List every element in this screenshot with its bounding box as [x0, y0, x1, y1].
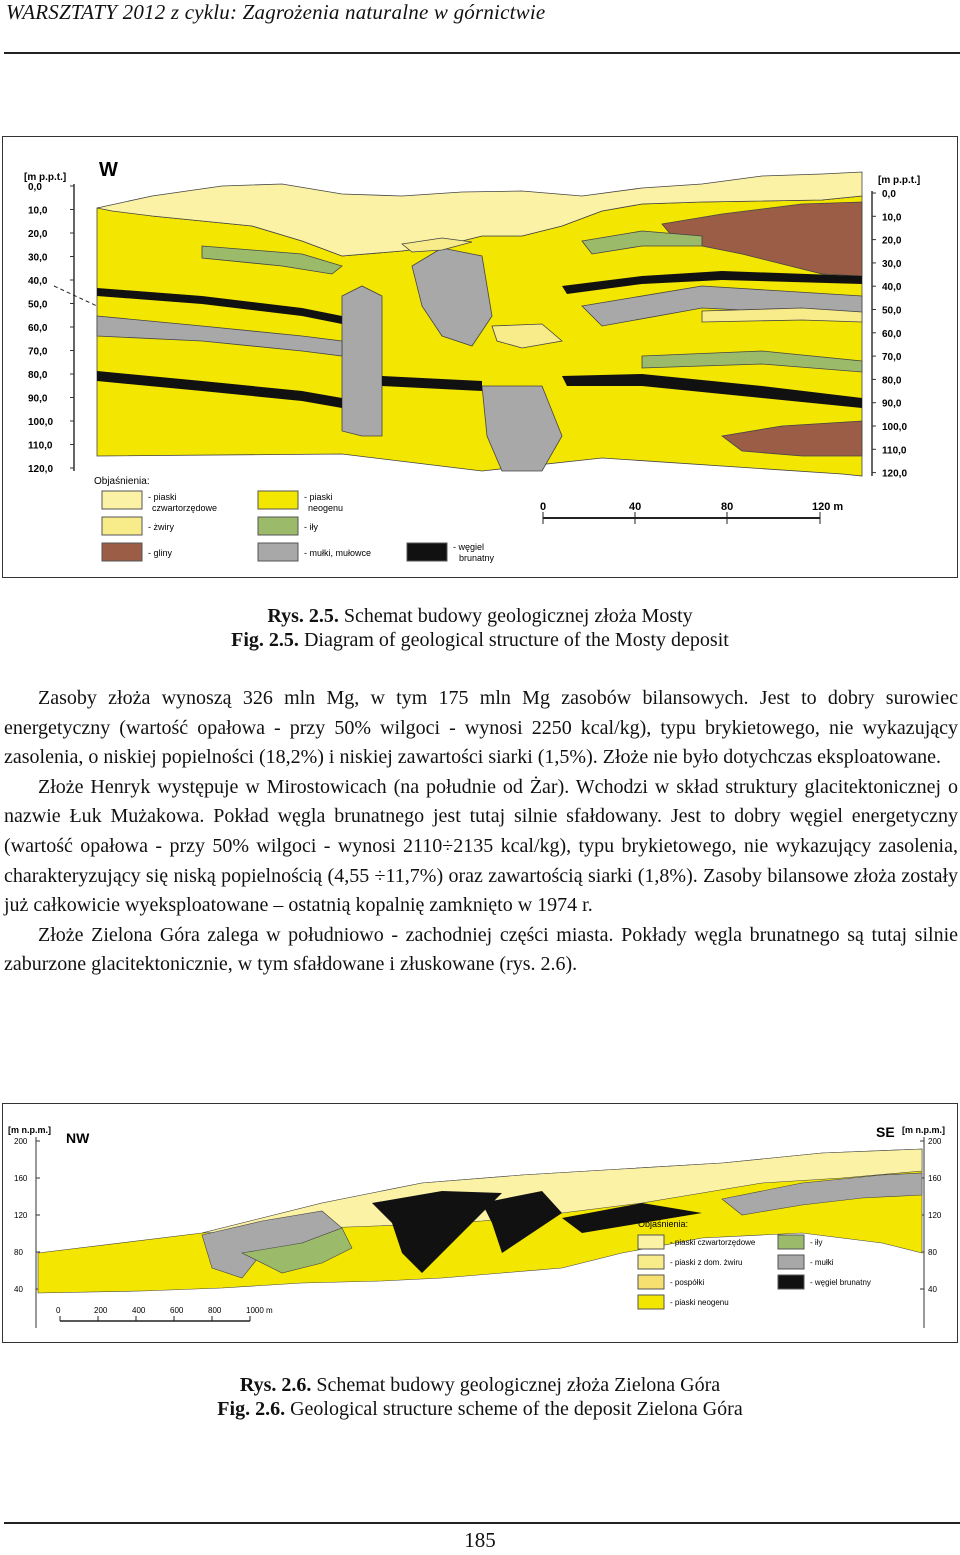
left-depth-tick: 20,0	[28, 229, 48, 240]
left-elevation-tick: 160	[14, 1174, 28, 1183]
right-depth-tick: 120,0	[882, 468, 908, 480]
left-depth-tick: 100,0	[28, 417, 54, 428]
legend-2-label-pospolki: - pospółki	[670, 1278, 705, 1287]
right-depth-tick: 100,0	[882, 422, 908, 433]
caption-2-en-text: Geological structure scheme of the deposit Zielona Góra	[285, 1398, 743, 1420]
left-depth-tick: 90,0	[28, 393, 48, 405]
paragraph-henryk: Złoże Henryk występuje w Mirostowicach (na południe od Żar). Wchodzi w skład struktury glacitektonicznej o nazwie Łuk Mużakowa. Pokład węgla brunatnego jest tutaj silnie sfałdowany. Jest to dobry węgiel energetyczny (wartość opałowa - przy 50% wilgoci - wynosi 2110÷2135 kcal/kg), typu brykietowego, nie wykazujący zasolenia, charakteryzujący się niską popielnością (4,55 ÷11,7%) oraz zawartością siarki (1,8%). Zasoby bilansowe złoża zostały już całkowicie wyeksploatowane – ostatnią kopalnię zamknięto w 1974 r.	[4, 775, 958, 917]
caption-1-en-prefix: Fig. 2.5.	[231, 629, 299, 651]
legend-2-swatch-loam	[778, 1235, 804, 1249]
right-depth-tick: 80,0	[882, 375, 902, 387]
legend-2-swatch-pospolki	[638, 1275, 664, 1289]
scale-2-tick: 600	[170, 1306, 184, 1315]
left-depth-tick: 30,0	[28, 252, 48, 264]
right-depth-tick: 90,0	[882, 398, 902, 410]
left-depth-tick: 0,0	[28, 182, 42, 193]
left-depth-tick: 110,0	[28, 440, 53, 452]
legend-label-clay: - gliny	[148, 548, 173, 558]
caption-1-pl-prefix: Rys. 2.5.	[267, 605, 339, 627]
legend-label-quaternary-sand-2: czwartorzędowe	[152, 503, 218, 513]
legend-label-neogene-sand-2: neogenu	[308, 503, 344, 513]
left-axis-unit: [m p.p.t.]	[24, 172, 67, 183]
legend-label-gravel: - żwiry	[148, 522, 174, 532]
left-elevation-tick: 200	[14, 1137, 28, 1146]
running-header	[4, 0, 960, 54]
legend-2-swatch-quaternary-sand	[638, 1235, 664, 1249]
left-axis-unit-2: [m n.p.m.]	[8, 1125, 51, 1135]
right-axis-unit-2: [m n.p.m.]	[902, 1125, 945, 1135]
right-axis-unit: [m p.p.t.]	[878, 175, 921, 186]
left-depth-tick: 80,0	[28, 370, 48, 381]
legend-2-label-coal: - węgiel brunatny	[810, 1278, 871, 1287]
right-elevation-tick: 120	[928, 1211, 942, 1220]
legend-2-swatch-neogene-sand	[638, 1295, 664, 1309]
right-depth-tick: 0,0	[882, 189, 896, 200]
right-depth-tick: 30,0	[882, 258, 902, 270]
scale-2-tick: 400	[132, 1306, 146, 1315]
legend-swatch-neogene-sand	[258, 491, 298, 509]
page-number: 185	[464, 1528, 496, 1552]
legend-swatch-loam	[258, 517, 298, 535]
left-depth-tick: 60,0	[28, 323, 48, 334]
legend-swatch-clay	[102, 543, 142, 561]
scale-2-tick: 200	[94, 1306, 108, 1315]
figure-zielona-gora	[2, 1103, 958, 1343]
right-elevation-tick: 200	[928, 1137, 942, 1146]
right-depth-tick: 50,0	[882, 305, 902, 317]
legend-swatch-quaternary-sand	[102, 491, 142, 509]
right-depth-tick: 110,0	[882, 445, 907, 457]
paragraph-zielona-gora: Złoże Zielona Góra zalega w południowo - zachodniej części miasta. Pokłady węgla brunatnego są tutaj silnie zaburzone glacitektonicznie, w tym sfałdowane i złuskowane (rys. 2.6).	[4, 923, 958, 976]
legend-2-label-loam: - iły	[810, 1238, 823, 1247]
scale-tick-0: 0	[540, 501, 547, 513]
right-depth-tick: 20,0	[882, 235, 902, 247]
legend-2-label-quaternary-sand: - piaski czwartorzędowe	[670, 1238, 756, 1247]
legend-title: Objaśnienia:	[94, 476, 150, 487]
legend-2-swatch-coal	[778, 1275, 804, 1289]
geological-layers	[54, 172, 862, 476]
paragraph-mosty: Zasoby złoża wynoszą 326 mln Mg, w tym 175 mln Mg zasobów bilansowych. Jest to dobry surowiec energetyczny (wartość opałowa - przy 50% wilgoci - wynosi 2250 kcal/kg), typu brykietowego, nie wykazujący zasolenia, o niskiej popielności (18,2%) i niskiej zawartości siarki (1,5%). Złoże nie było dotychczas eksploatowane.	[4, 687, 958, 769]
caption-1-pl-text: Schemat budowy geologicznej złoża Mosty	[338, 605, 693, 627]
right-elevation-tick: 40	[928, 1285, 937, 1294]
running-header-title: WARSZTATY 2012 z cyklu: Zagrożenia naturalne w górnictwie	[6, 0, 546, 24]
legend-2-title: Objaśnienia:	[638, 1219, 689, 1229]
scale-tick-40: 40	[629, 501, 642, 513]
caption-2-en-prefix: Fig. 2.6.	[217, 1398, 286, 1420]
legend-swatch-coal	[407, 543, 447, 561]
left-elevation-tick: 40	[14, 1285, 23, 1294]
mosty-cross-section	[2, 136, 958, 578]
legend-2-label-neogene-sand: - piaski neogenu	[670, 1298, 729, 1307]
nw-label: NW	[66, 1130, 90, 1146]
right-depth-tick: 60,0	[882, 328, 902, 340]
left-depth-tick: 120,0	[28, 464, 54, 475]
right-depth-tick: 40,0	[882, 282, 902, 294]
scale-2-tick: 800	[208, 1306, 222, 1315]
legend-label-neogene-sand-1: - piaski	[304, 492, 333, 502]
scale-tick-120: 120 m	[812, 501, 844, 513]
right-depth-tick: 10,0	[882, 212, 902, 224]
legend-2-label-silt: - mułki	[810, 1258, 834, 1267]
legend-2-swatch-silt	[778, 1255, 804, 1269]
body-text	[4, 684, 958, 980]
caption-2-pl-prefix: Rys. 2.6.	[239, 1374, 312, 1396]
legend-label-loam: - iły	[304, 522, 318, 532]
footer-rule	[4, 1522, 960, 1524]
figure-mosty	[2, 136, 958, 578]
legend-2-swatch-gravelly-sand	[638, 1255, 664, 1269]
legend-2-label-gravelly-sand: - piaski z dom. żwiru	[670, 1258, 743, 1267]
legend-label-coal-2: brunatny	[459, 553, 495, 563]
legend-swatch-gravel	[102, 517, 142, 535]
legend-swatch-silt	[258, 543, 298, 561]
right-elevation-tick: 160	[928, 1174, 942, 1183]
legend-label-silt: - mułki, mułowce	[304, 548, 372, 558]
left-elevation-tick: 80	[14, 1248, 23, 1257]
figure-caption-1	[0, 604, 960, 652]
right-elevation-tick: 80	[928, 1248, 937, 1257]
figure-caption-2	[0, 1373, 960, 1421]
left-elevation-tick: 120	[14, 1211, 28, 1220]
left-depth-tick: 50,0	[28, 299, 48, 311]
legend-label-quaternary-sand-1: - piaski	[148, 492, 177, 502]
legend-label-coal-1: - węgiel	[453, 542, 485, 552]
caption-2-pl-text: Schemat budowy geologicznej złoża Zielona Góra	[311, 1374, 721, 1396]
zielona-gora-cross-section	[2, 1103, 958, 1343]
scale-2-tick: 1000 m	[246, 1306, 273, 1315]
left-depth-tick: 10,0	[28, 205, 48, 217]
scale-2-tick: 0	[56, 1306, 61, 1315]
left-depth-tick: 40,0	[28, 276, 48, 287]
se-label: SE	[876, 1124, 895, 1140]
right-depth-tick: 70,0	[882, 352, 902, 364]
left-depth-tick: 70,0	[28, 346, 48, 358]
west-label: W	[99, 159, 118, 181]
scale-tick-80: 80	[721, 501, 734, 513]
caption-1-en-text: Diagram of geological structure of the Mosty deposit	[298, 629, 729, 651]
